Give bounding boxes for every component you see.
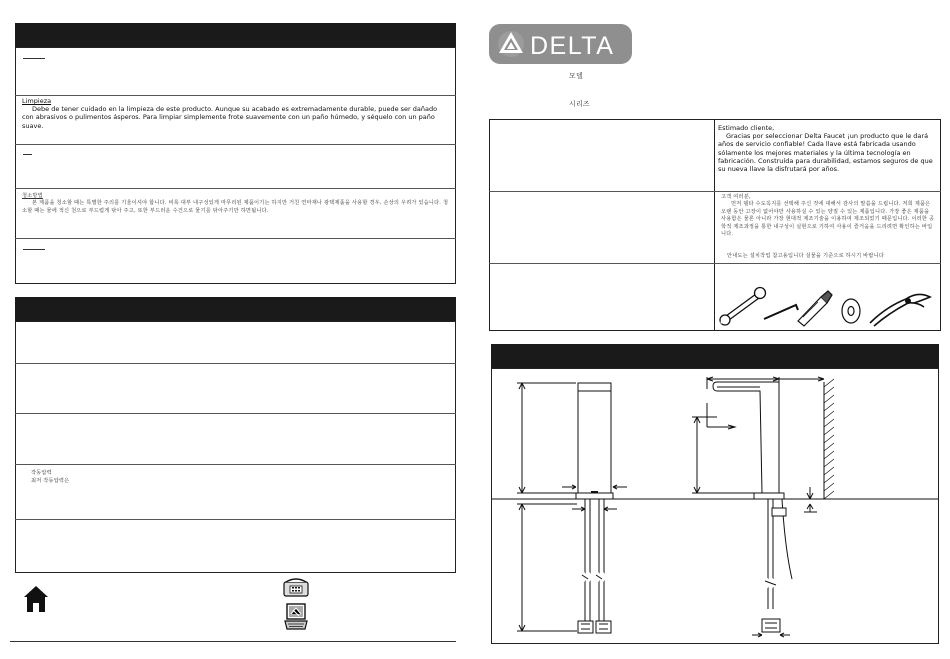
tape-roll-icon — [842, 299, 860, 323]
ko-body: 먼저 델타 수도꼭지를 선택해 주신 것에 대해서 감사의 말씀을 드립니다. 저희 제품은 오랜 동안 고장이 없어야만 사용하실 수 있는 양질 수 있는 제품입니다. 가장 좋은 제품을 사용함은 물론 아니라 가장 현대적 제조기술을 이용하여 제조되었기 때문입니다. 이러한 공학적 제조과정을 통한 내구성이 실현으로 기하여 사용이 즐거움을 드리려면 확인하는 바입니다. — [721, 201, 935, 238]
footer-rule — [10, 641, 456, 642]
korean-care-title: 청소방법 — [22, 193, 43, 199]
dimensions-header-bar — [491, 344, 939, 368]
computer-icon — [284, 603, 308, 630]
pliers-icon — [870, 294, 930, 326]
ko-greeting: 고객 여러분, — [721, 194, 751, 200]
pressure-label: 작동압력 — [31, 470, 52, 476]
specs-header-bar — [15, 297, 456, 321]
faucet-dimension-drawing — [492, 369, 938, 643]
phone-icon — [283, 578, 309, 598]
delta-logo-text: DELTA — [530, 32, 615, 60]
tools-illustration — [718, 283, 938, 331]
limpieza-body: Debe de tener cuidado en la limpieza de este producto. Aunque su acabado es extremadamente durable, puede ser dañado con abrasivos o pulimentos ásperos. Para limpiar simplemente frote suavemente con un paño húmedo, y séquelo con un paño suave. — [22, 105, 438, 130]
korean-care-body: 본 제품을 청소할 때는 특별한 주의를 기울이셔야 합니다. 비록 대부 내구성있게 마무리된 제품이기는 하지만 거친 연마재나 광택제품을 사용할 경우, 손상의 우려가 있습니다. 청소할 때는 물에 적신 천으로 부드럽게 닦아 주고, 또한 부드러운 수건으로 물기를 닦아주기만 하면됩니다. — [22, 200, 449, 214]
wrench-icon — [720, 288, 766, 326]
care-header-bar — [15, 23, 456, 47]
delta-logo — [489, 24, 632, 64]
hex-key-icon — [764, 305, 798, 319]
series-label: 시리즈 — [569, 100, 590, 108]
es-body: Gracias por seleccionar Delta Faucet ¡un producto que le dará años de servicio confiable! Cada llave está fabricada usando sólamente los mejores materiales y la última tecnología en fabricación. Construída para durabilidad, estamos seguros de que su nueva llave la disfrutará por años. — [718, 132, 933, 174]
care-panel — [15, 47, 456, 284]
es-greeting: Estimado cliente, — [718, 124, 775, 132]
model-label: 모델 — [569, 72, 583, 80]
sealant-tube-icon — [798, 291, 832, 326]
max-pressure-label: 최저 작동압력은 — [31, 478, 70, 484]
ko-note: 안내도는 설치작업 참고용입니다 실물을 기준으로 하시기 바랍니다 — [727, 253, 885, 259]
specs-panel — [15, 321, 456, 573]
delta-triangle-icon — [498, 31, 524, 57]
home-icon — [22, 584, 50, 614]
limpieza-title: Limpieza — [22, 97, 52, 105]
